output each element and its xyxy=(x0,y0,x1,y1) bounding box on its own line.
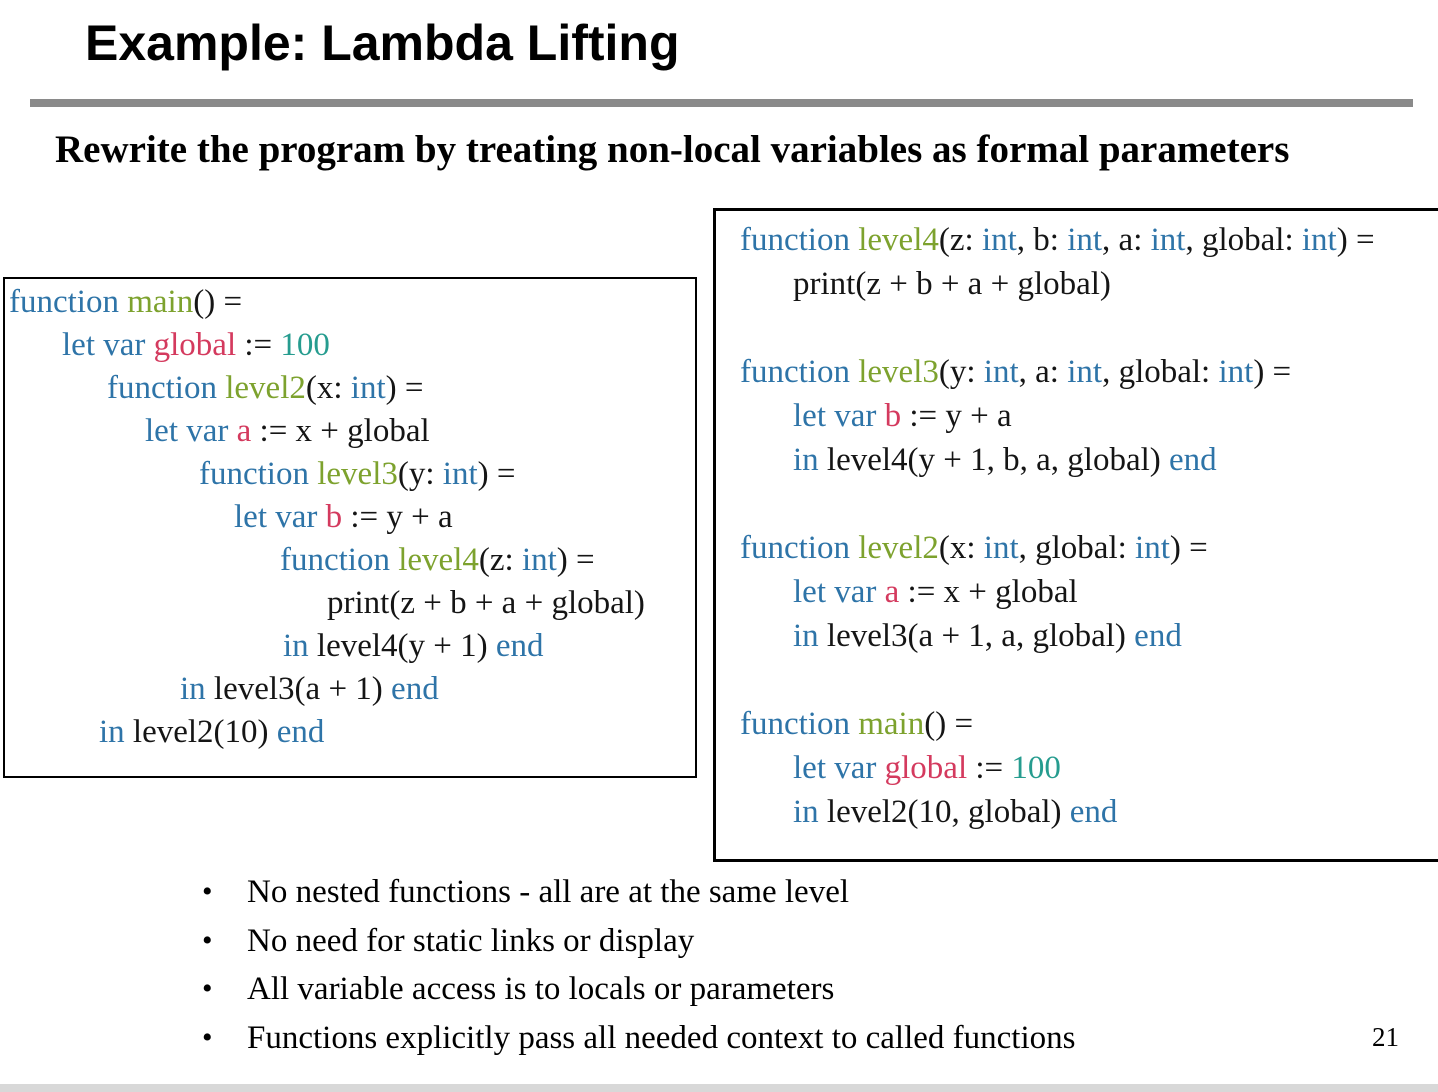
code-segment-pl: ) = xyxy=(477,456,516,492)
code-line xyxy=(5,496,695,539)
code-segment-pl: level4(y + 1) xyxy=(308,628,496,664)
code-segment-kw: function xyxy=(740,706,859,742)
title-divider-rule xyxy=(30,99,1413,107)
code-segment-fn: level2 xyxy=(225,370,306,406)
bullet-list xyxy=(200,868,1075,1062)
code-line xyxy=(5,668,695,711)
code-segment-kw: function xyxy=(9,284,128,320)
code-segment-pl: print(z + b + a + global) xyxy=(793,266,1111,302)
code-segment-kw: let var xyxy=(62,327,154,363)
code-segment-pl: , a: xyxy=(1018,354,1068,390)
code-segment-pl: := x + global xyxy=(899,574,1078,610)
code-segment-kw: function xyxy=(740,354,859,390)
code-segment-kw: int xyxy=(521,542,557,578)
code-line xyxy=(5,281,695,324)
code-segment-pl: ) = xyxy=(556,542,595,578)
code-segment-pl: () = xyxy=(924,706,974,742)
code-segment-kw: in xyxy=(793,618,819,654)
code-segment-pl: level3(a + 1) xyxy=(205,671,392,707)
code-segment-kw: int xyxy=(1067,354,1103,390)
code-segment-pl: := x + global xyxy=(251,413,430,449)
code-line xyxy=(5,453,695,496)
code-line xyxy=(716,746,1438,790)
code-line xyxy=(5,367,695,410)
code-segment-pl: ) = xyxy=(1169,530,1208,566)
code-segment-pl: level4(y + 1, b, a, global) xyxy=(818,442,1170,478)
code-line xyxy=(716,262,1438,306)
code-segment-pl: ) = xyxy=(1336,222,1375,258)
code-segment-kw: let var xyxy=(793,574,885,610)
code-segment-kw: int xyxy=(981,222,1017,258)
code-segment-kw: end xyxy=(495,628,544,664)
code-segment-pl: , global: xyxy=(1102,354,1219,390)
code-segment-pl: level3(a + 1, a, global) xyxy=(818,618,1135,654)
code-segment-kw: function xyxy=(199,456,318,492)
code-segment-fn: level3 xyxy=(317,456,398,492)
code-line xyxy=(716,570,1438,614)
code-segment-fn: main xyxy=(858,706,925,742)
code-line xyxy=(716,350,1438,394)
code-segment-kw: in xyxy=(99,714,125,750)
code-segment-pl: ) = xyxy=(1253,354,1292,390)
code-segment-kw: function xyxy=(107,370,226,406)
code-blank-line xyxy=(716,658,1438,702)
code-line xyxy=(5,711,695,754)
code-segment-pl: (x: xyxy=(938,530,984,566)
code-segment-pl: (y: xyxy=(397,456,443,492)
subtitle: Rewrite the program by treating non-local variables as formal parameters xyxy=(55,128,1290,171)
code-segment-kw: int xyxy=(983,530,1019,566)
code-line xyxy=(716,218,1438,262)
code-segment-pl: , global: xyxy=(1185,222,1302,258)
code-segment-pl: (y: xyxy=(938,354,984,390)
code-segment-kw: in xyxy=(283,628,309,664)
page-title: Example: Lambda Lifting xyxy=(85,15,680,71)
code-segment-kw: int xyxy=(1067,222,1103,258)
code-line xyxy=(5,582,695,625)
code-segment-pl: level2(10) xyxy=(124,714,277,750)
code-segment-pl: := y + a xyxy=(901,398,1012,434)
code-segment-pl: (z: xyxy=(478,542,522,578)
code-segment-num: 100 xyxy=(1011,750,1061,786)
code-segment-vr: global xyxy=(153,327,237,363)
code-blank-line xyxy=(716,482,1438,526)
code-segment-fn: level4 xyxy=(858,222,939,258)
code-line xyxy=(716,394,1438,438)
code-segment-kw: let var xyxy=(145,413,237,449)
code-segment-kw: let var xyxy=(234,499,326,535)
bullet-item: • No need for static links or display xyxy=(200,917,1075,966)
code-segment-pl: ) = xyxy=(385,370,424,406)
code-segment-pl: () = xyxy=(193,284,243,320)
code-segment-kw: in xyxy=(793,794,819,830)
code-segment-kw: end xyxy=(391,671,439,707)
code-segment-kw: int xyxy=(350,370,386,406)
code-segment-kw: end xyxy=(1134,618,1182,654)
code-segment-pl: (z: xyxy=(938,222,982,258)
code-segment-vr: a xyxy=(236,413,252,449)
code-segment-kw: in xyxy=(180,671,206,707)
code-blank-line xyxy=(716,306,1438,350)
code-segment-pl: := y + a xyxy=(342,499,453,535)
code-segment-kw: end xyxy=(276,714,325,750)
code-line xyxy=(716,438,1438,482)
code-segment-pl: print(z + b + a + global) xyxy=(327,585,645,621)
code-segment-kw: end xyxy=(1169,442,1217,478)
code-segment-fn: level4 xyxy=(398,542,479,578)
code-line xyxy=(716,702,1438,746)
code-segment-vr: a xyxy=(884,574,900,610)
code-segment-kw: int xyxy=(983,354,1019,390)
code-segment-vr: b xyxy=(884,398,902,434)
bullet-item: • No nested functions - all are at the same level xyxy=(200,868,1075,917)
page-number: 21 xyxy=(1372,1022,1399,1052)
code-segment-num: 100 xyxy=(280,327,330,363)
bottom-bar xyxy=(0,1084,1438,1092)
code-segment-pl: := xyxy=(967,750,1012,786)
code-segment-fn: level2 xyxy=(858,530,939,566)
code-line xyxy=(716,526,1438,570)
code-line xyxy=(5,539,695,582)
code-line xyxy=(716,614,1438,658)
code-segment-kw: int xyxy=(1150,222,1186,258)
code-segment-kw: int xyxy=(442,456,478,492)
code-segment-kw: int xyxy=(1301,222,1337,258)
code-segment-kw: let var xyxy=(793,398,885,434)
code-segment-kw: let var xyxy=(793,750,885,786)
code-segment-kw: int xyxy=(1135,530,1170,566)
code-line xyxy=(5,324,695,367)
bullet-item: • Functions explicitly pass all needed context to called functions xyxy=(200,1014,1075,1063)
code-segment-fn: main xyxy=(127,284,194,320)
code-segment-kw: int xyxy=(1218,354,1254,390)
code-segment-kw: function xyxy=(280,542,399,578)
code-box-lambda-lifted-program xyxy=(713,208,1438,862)
code-segment-vr: global xyxy=(884,750,968,786)
code-segment-kw: function xyxy=(740,222,859,258)
code-segment-pl: , a: xyxy=(1102,222,1151,258)
code-segment-pl: level2(10, global) xyxy=(818,794,1070,830)
code-segment-pl: , global: xyxy=(1018,530,1136,566)
code-segment-pl: := xyxy=(236,327,281,363)
code-segment-vr: b xyxy=(325,499,343,535)
code-line xyxy=(716,790,1438,834)
code-segment-kw: in xyxy=(793,442,819,478)
code-segment-pl: (x: xyxy=(305,370,351,406)
code-line xyxy=(5,410,695,453)
code-segment-pl: , b: xyxy=(1016,222,1068,258)
code-segment-kw: end xyxy=(1069,794,1118,830)
code-line xyxy=(5,625,695,668)
bullet-item: • All variable access is to locals or parameters xyxy=(200,965,1075,1014)
code-segment-kw: function xyxy=(740,530,859,566)
code-segment-fn: level3 xyxy=(858,354,939,390)
code-box-original-nested-program xyxy=(3,277,697,778)
